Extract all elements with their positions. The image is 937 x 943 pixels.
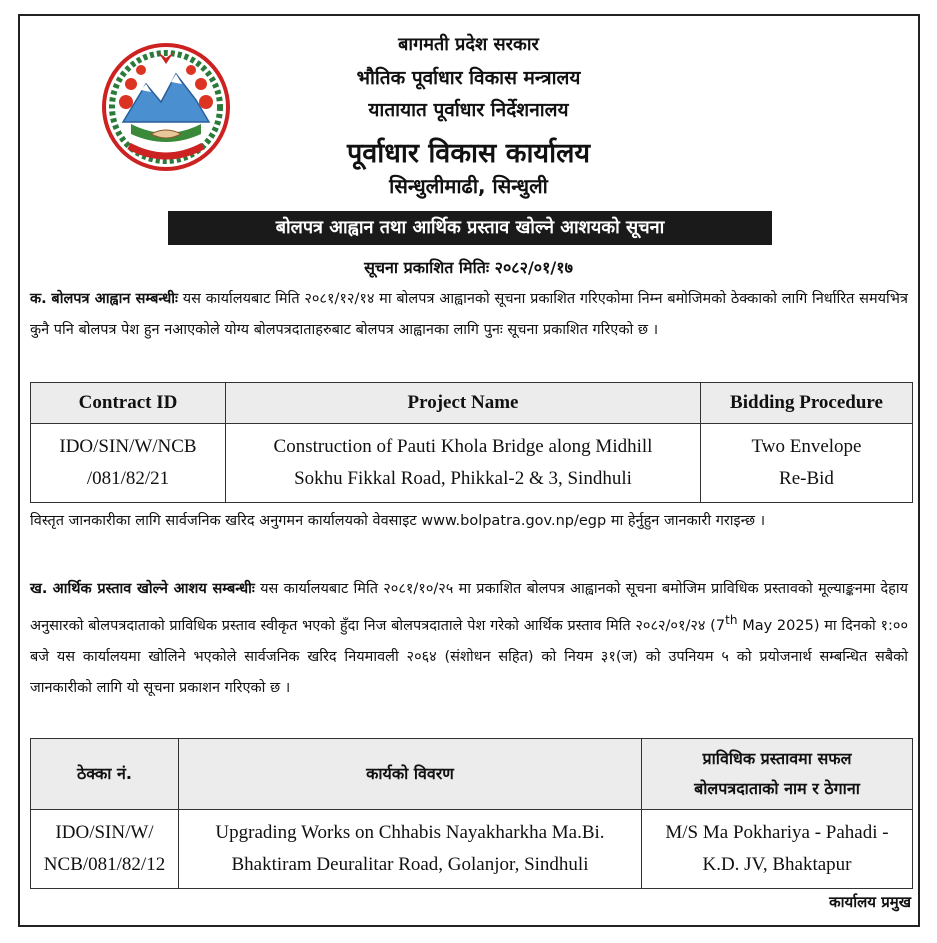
header-contract-no: ठेक्का नं.	[31, 739, 179, 810]
work-description-line2: Bhaktiram Deuralitar Road, Golanjor, Sindhuli	[231, 854, 589, 875]
header-successful-bidder-line1: प्राविधिक प्रस्तावमा सफल	[702, 749, 852, 768]
project-name-cell	[226, 424, 701, 503]
section-b-text: यस कार्यालयबाट मिति २०८१/१०/२५ मा प्रकाशित बोलपत्र आह्वानको सूचना बमोजिम प्राविधिक प्रस्तावको मूल्याङ्कनमा देहाय अनुसारको बोलपत्रदाताको प्राविधिक प्रस्ताव स्वीकृत भएको हुँदा निज बोलपत्रदाताले पेश गरेको आर्थिक प्रस्ताव मिति २०८२/०१/२४ (7	[30, 581, 909, 634]
directorate-name: यातायात पूर्वाधार निर्देशनालय	[368, 99, 569, 121]
section-b-label: ख.	[30, 581, 48, 597]
office-location: सिन्धुलीमाढी, सिन्धुली	[389, 174, 548, 198]
section-a-label: क.	[30, 291, 47, 307]
contract-no-line2: NCB/081/82/12	[43, 854, 166, 875]
section-a-paragraph	[30, 284, 908, 346]
contract-id-cell	[31, 424, 226, 503]
bidder-cell	[642, 810, 913, 889]
table-row	[31, 810, 913, 889]
header-bidding-procedure: Bidding Procedure	[701, 383, 913, 424]
header-successful-bidder	[642, 739, 913, 810]
work-description-line1: Upgrading Works on Chhabis Nayakharkha Ma.Bi.	[215, 822, 605, 843]
header-project-name: Project Name	[226, 383, 701, 424]
section-a-heading: बोलपत्र आह्वान सम्बन्धीः	[51, 291, 178, 307]
bidding-procedure-line1: Two Envelope	[751, 436, 862, 457]
contract-id-line2: /081/82/21	[86, 468, 170, 489]
contract-no-line1: IDO/SIN/W/	[55, 822, 154, 843]
publish-date: सूचना प्रकाशित मितिः २०८२/०१/१७	[364, 258, 573, 277]
section-b-superscript: th	[725, 613, 738, 627]
bidder-line1: M/S Ma Pokhariya - Pahadi -	[665, 822, 889, 843]
contract-table-2	[30, 738, 913, 889]
section-b-paragraph	[30, 574, 908, 704]
section-b-heading: आर्थिक प्रस्ताव खोल्ने आशय सम्बन्धीः	[52, 581, 255, 597]
work-description-cell	[179, 810, 642, 889]
bidder-line2: K.D. JV, Bhaktapur	[702, 854, 852, 875]
contract-id-line1: IDO/SIN/W/NCB	[59, 436, 197, 457]
header-successful-bidder-line2: बोलपत्रदाताको नाम र ठेगाना	[694, 779, 860, 798]
section-a-text: यस कार्यालयबाट मिति २०८१/१२/१४ मा बोलपत्र आह्वानको सूचना प्रकाशित गरिएकोमा निम्न बमोजिमको ठेक्काको लागि निर्धारित समयभित्र कुनै पनि बोलपत्र पेश हुन नआएकोले योग्य बोलपत्रदाताहरुबाट बोलपत्र आह्वानका लागि पुनः सूचना प्रकाशित गरिएको छ ।	[30, 291, 909, 338]
project-name-line1: Construction of Pauti Khola Bridge along Midhill	[273, 436, 653, 457]
header-work-description: कार्यको विवरण	[179, 739, 642, 810]
office-name: पूर्वाधार विकास कार्यालय	[346, 138, 591, 169]
header-contract-id: Contract ID	[31, 383, 226, 424]
info-paragraph: विस्तृत जानकारीका लागि सार्वजनिक खरिद अनुगमन कार्यालयको वेवसाइट www.bolpatra.gov.np/egp मा हेर्नुहुन जानकारी गराइन्छ ।	[30, 513, 766, 529]
contract-no-cell	[31, 810, 179, 889]
office-chief-signature: कार्यालय प्रमुख	[829, 893, 911, 911]
bidding-procedure-cell	[701, 424, 913, 503]
province-government: बागमती प्रदेश सरकार	[398, 34, 539, 55]
bidding-procedure-line2: Re-Bid	[779, 468, 834, 489]
project-name-line2: Sokhu Fikkal Road, Phikkal-2 & 3, Sindhuli	[294, 468, 632, 489]
section-b-text-after: May 2025) मा दिनको १:०० बजे यस कार्यालयमा खोलिने भएकोले सार्वजनिक खरिद नियमावली २०६४ (संशोधन सहित) को नियम ३१(ज) को उपनियम ५ को प्रयोजनार्थ सम्बन्धित सबैको जानकारीको लागि यो सूचना प्रकाशन गरिएको छ ।	[30, 617, 908, 696]
contract-table-1	[30, 382, 913, 503]
ministry-name: भौतिक पूर्वाधार विकास मन्त्रालय	[356, 67, 581, 89]
table-row	[31, 424, 913, 503]
notice-title: बोलपत्र आह्वान तथा आर्थिक प्रस्ताव खोल्ने आशयको सूचना	[168, 211, 772, 245]
